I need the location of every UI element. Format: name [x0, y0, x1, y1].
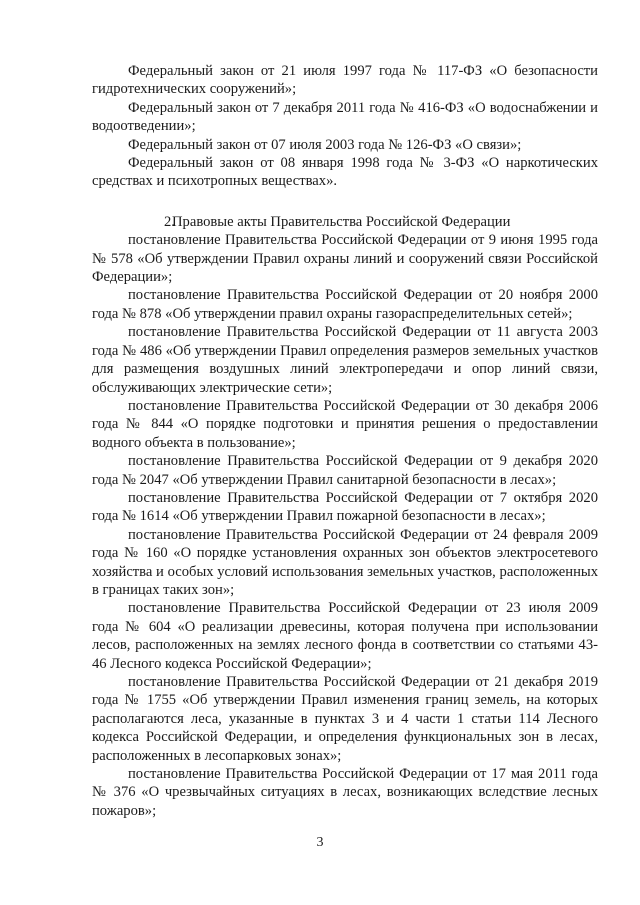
resolution-paragraph: постановление Правительства Российской Федерации от 11 августа 2003 года № 486 «Об утверждении Правил определения размеров земельных участков для размещения воздушных линий электропередачи и опор линий связи, обслуживающих электрические сети»; — [92, 324, 598, 396]
section-title: Правовые акты Правительства Российской Федерации — [172, 213, 511, 230]
page-number: 3 — [316, 835, 324, 850]
resolution-paragraph: постановление Правительства Российской Федерации от 20 ноября 2000 года № 878 «Об утверждении правил охраны газораспределительных сетей»; — [92, 287, 598, 322]
section-spacer — [92, 191, 598, 213]
resolution-paragraph: постановление Правительства Российской Федерации от 7 октября 2020 года № 1614 «Об утверждении Правил пожарной безопасности в лесах»; — [92, 489, 598, 525]
document-body — [92, 62, 598, 820]
section-heading — [92, 213, 598, 231]
resolution-paragraph: постановление Правительства Российской Федерации от 9 декабря 2020 года № 2047 «Об утверждении Правил санитарной безопасности в лесах»; — [92, 453, 598, 488]
section-number: 2. — [164, 213, 175, 230]
federal-law-paragraph: Федеральный закон от 07 июля 2003 года № 126-ФЗ «О связи»; — [128, 136, 522, 153]
resolution-paragraph: постановление Правительства Российской Федерации от 24 февраля 2009 года № 160 «О порядке установления охранных зон объектов электросетевого хозяйства и особых условий использования земельных участков, расположенных в границах таких зон»; — [92, 526, 598, 598]
resolution-paragraph: постановление Правительства Российской Федерации от 9 июня 1995 года № 578 «Об утверждении Правил охраны линий и сооружений связи Российской Федерации»; — [92, 232, 598, 286]
federal-law-paragraph: Федеральный закон от 08 января 1998 года № 3-ФЗ «О наркотических средствах и психотропных веществах». — [92, 155, 598, 190]
federal-law-paragraph: Федеральный закон от 7 декабря 2011 года № 416-ФЗ «О водоснабжении и водоотведении»; — [92, 99, 598, 135]
resolution-paragraph: постановление Правительства Российской Федерации от 23 июля 2009 года № 604 «О реализации древесины, которая получена при использовании лесов, расположенных на землях лесного фонда в соответствии со статьями 43-46 Лесного кодекса Российской Федерации»; — [92, 600, 598, 672]
resolution-paragraph: постановление Правительства Российской Федерации от 17 мая 2011 года № 376 «О чрезвычайных ситуациях в лесах, возникающих вследствие лесных пожаров»; — [92, 766, 598, 819]
resolution-paragraph: постановление Правительства Российской Федерации от 21 декабря 2019 года № 1755 «Об утверждении Правил изменения границ земель, на которых располагаются леса, указанные в пунктах 3 и 4 части 1 статьи 114 Лесного кодекса Российской Федерации, и определения функциональных зон в лесах, расположенных в лесопарковых зонах»; — [92, 674, 598, 764]
federal-law-paragraph: Федеральный закон от 21 июля 1997 года № 117-ФЗ «О безопасности гидротехнических сооружений»; — [92, 63, 598, 98]
resolution-paragraph: постановление Правительства Российской Федерации от 30 декабря 2006 года № 844 «О порядке подготовки и принятия решения о предоставлении водного объекта в пользование»; — [92, 397, 598, 451]
